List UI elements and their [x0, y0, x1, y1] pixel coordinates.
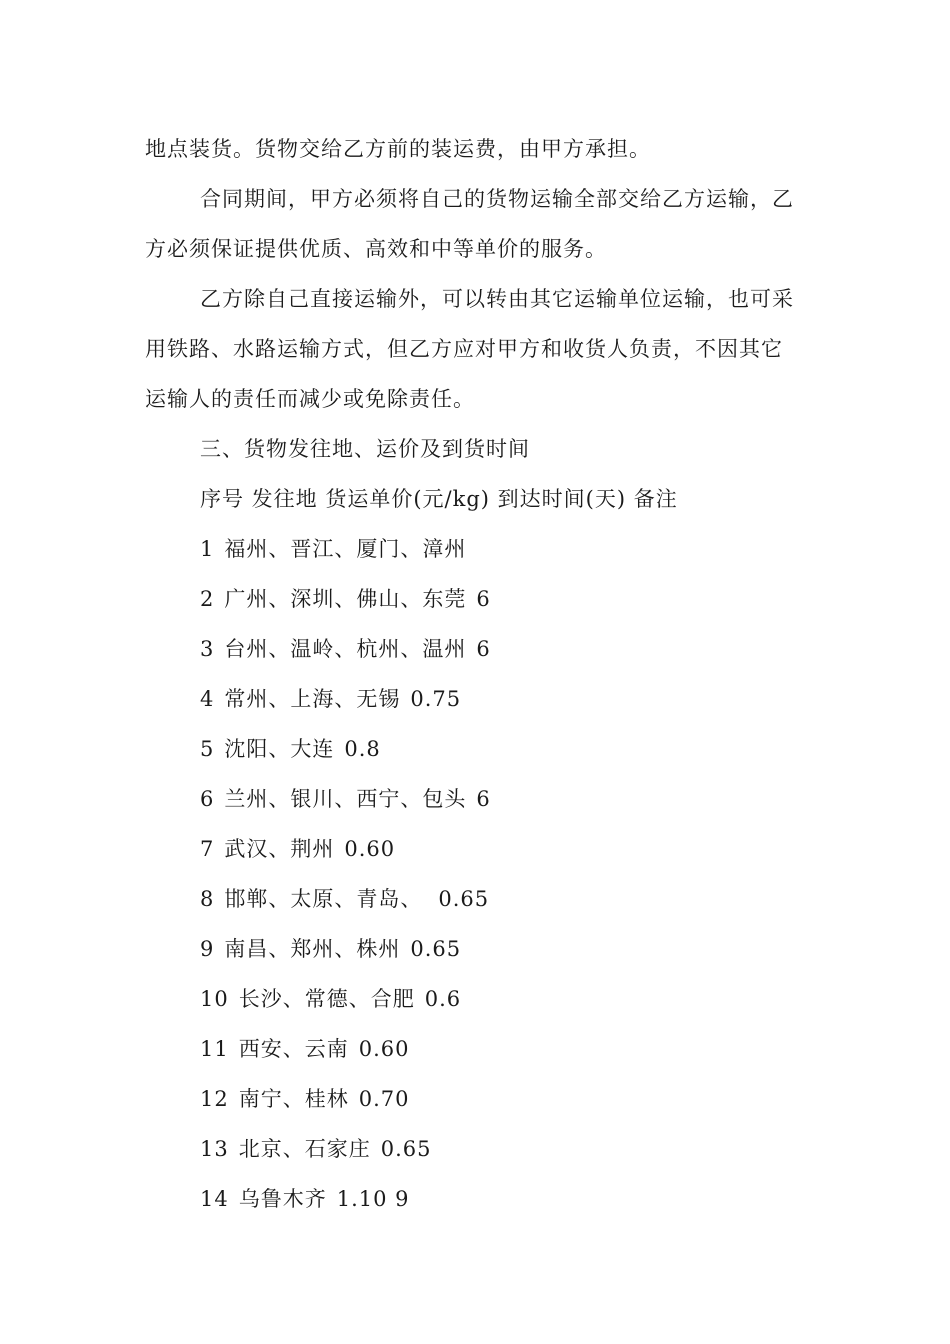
row-destination: 邯郸、太原、青岛、 — [224, 887, 423, 911]
row-values: 0.60 — [344, 837, 396, 861]
row-destination: 南宁、桂林 — [238, 1087, 349, 1111]
row-values: 0.65 — [380, 1137, 432, 1161]
paragraph-text: 运输人的责任而减少或免除责任。 — [145, 387, 475, 411]
row-number: 6 — [200, 787, 215, 811]
paragraph-text: 地点装货。货物交给乙方前的装运费，由甲方承担。 — [145, 137, 651, 161]
row-values: 6 — [476, 637, 491, 661]
paragraph-text: 乙方除自己直接运输外，可以转由其它运输单位运输，也可采 — [200, 287, 794, 311]
paragraph-text: 方必须保证提供优质、高效和中等单价的服务。 — [145, 237, 607, 261]
table-row — [200, 636, 491, 662]
row-number: 4 — [200, 687, 215, 711]
row-number: 2 — [200, 587, 215, 611]
row-values: 0.8 — [344, 737, 381, 761]
table-row — [200, 786, 491, 812]
table-row — [200, 686, 461, 712]
row-values: 6 — [476, 587, 491, 611]
row-destination: 台州、温岭、杭州、温州 — [224, 637, 467, 661]
row-destination: 武汉、荆州 — [224, 837, 335, 861]
table-header: 序号 发往地 货运单价(元/kg) 到达时间(天) 备注 — [200, 487, 678, 511]
row-destination: 福州、晋江、厦门、漳州 — [224, 537, 467, 561]
table-row — [200, 836, 395, 862]
row-values: 0.65 — [438, 887, 490, 911]
row-values: 1.10 9 — [336, 1187, 410, 1211]
table-row — [200, 886, 489, 912]
row-number: 13 — [200, 1137, 229, 1161]
row-values: 0.70 — [358, 1087, 410, 1111]
row-destination: 常州、上海、无锡 — [224, 687, 401, 711]
row-values: 0.75 — [410, 687, 462, 711]
table-row — [200, 1186, 410, 1212]
row-destination: 沈阳、大连 — [224, 737, 335, 761]
row-values: 0.60 — [358, 1037, 410, 1061]
row-number: 1 — [200, 537, 215, 561]
row-number: 14 — [200, 1187, 229, 1211]
row-number: 9 — [200, 937, 215, 961]
table-row — [200, 986, 461, 1012]
row-destination: 西安、云南 — [238, 1037, 349, 1061]
row-number: 8 — [200, 887, 215, 911]
row-number: 12 — [200, 1087, 229, 1111]
section-heading: 三、货物发往地、运价及到货时间 — [200, 437, 530, 461]
row-destination: 南昌、郑州、株州 — [224, 937, 401, 961]
row-number: 11 — [200, 1037, 229, 1061]
row-number: 3 — [200, 637, 215, 661]
row-number: 5 — [200, 737, 215, 761]
paragraph-text: 用铁路、水路运输方式，但乙方应对甲方和收货人负责，不因其它 — [145, 337, 783, 361]
row-values: 0.6 — [424, 987, 462, 1011]
table-row — [200, 536, 476, 562]
table-row — [200, 1086, 410, 1112]
paragraph-text: 合同期间，甲方必须将自己的货物运输全部交给乙方运输，乙 — [200, 187, 794, 211]
row-values: 6 — [476, 787, 491, 811]
row-destination: 乌鲁木齐 — [238, 1187, 327, 1211]
table-row — [200, 586, 491, 612]
table-row — [200, 736, 381, 762]
table-row — [200, 1136, 432, 1162]
table-row — [200, 936, 461, 962]
table-row — [200, 1036, 410, 1062]
row-destination: 北京、石家庄 — [238, 1137, 371, 1161]
row-destination: 长沙、常德、合肥 — [238, 987, 415, 1011]
row-number: 10 — [200, 987, 229, 1011]
row-destination: 广州、深圳、佛山、东莞 — [224, 587, 467, 611]
row-destination: 兰州、银川、西宁、包头 — [224, 787, 467, 811]
row-values: 0.65 — [410, 937, 462, 961]
row-number: 7 — [200, 837, 215, 861]
